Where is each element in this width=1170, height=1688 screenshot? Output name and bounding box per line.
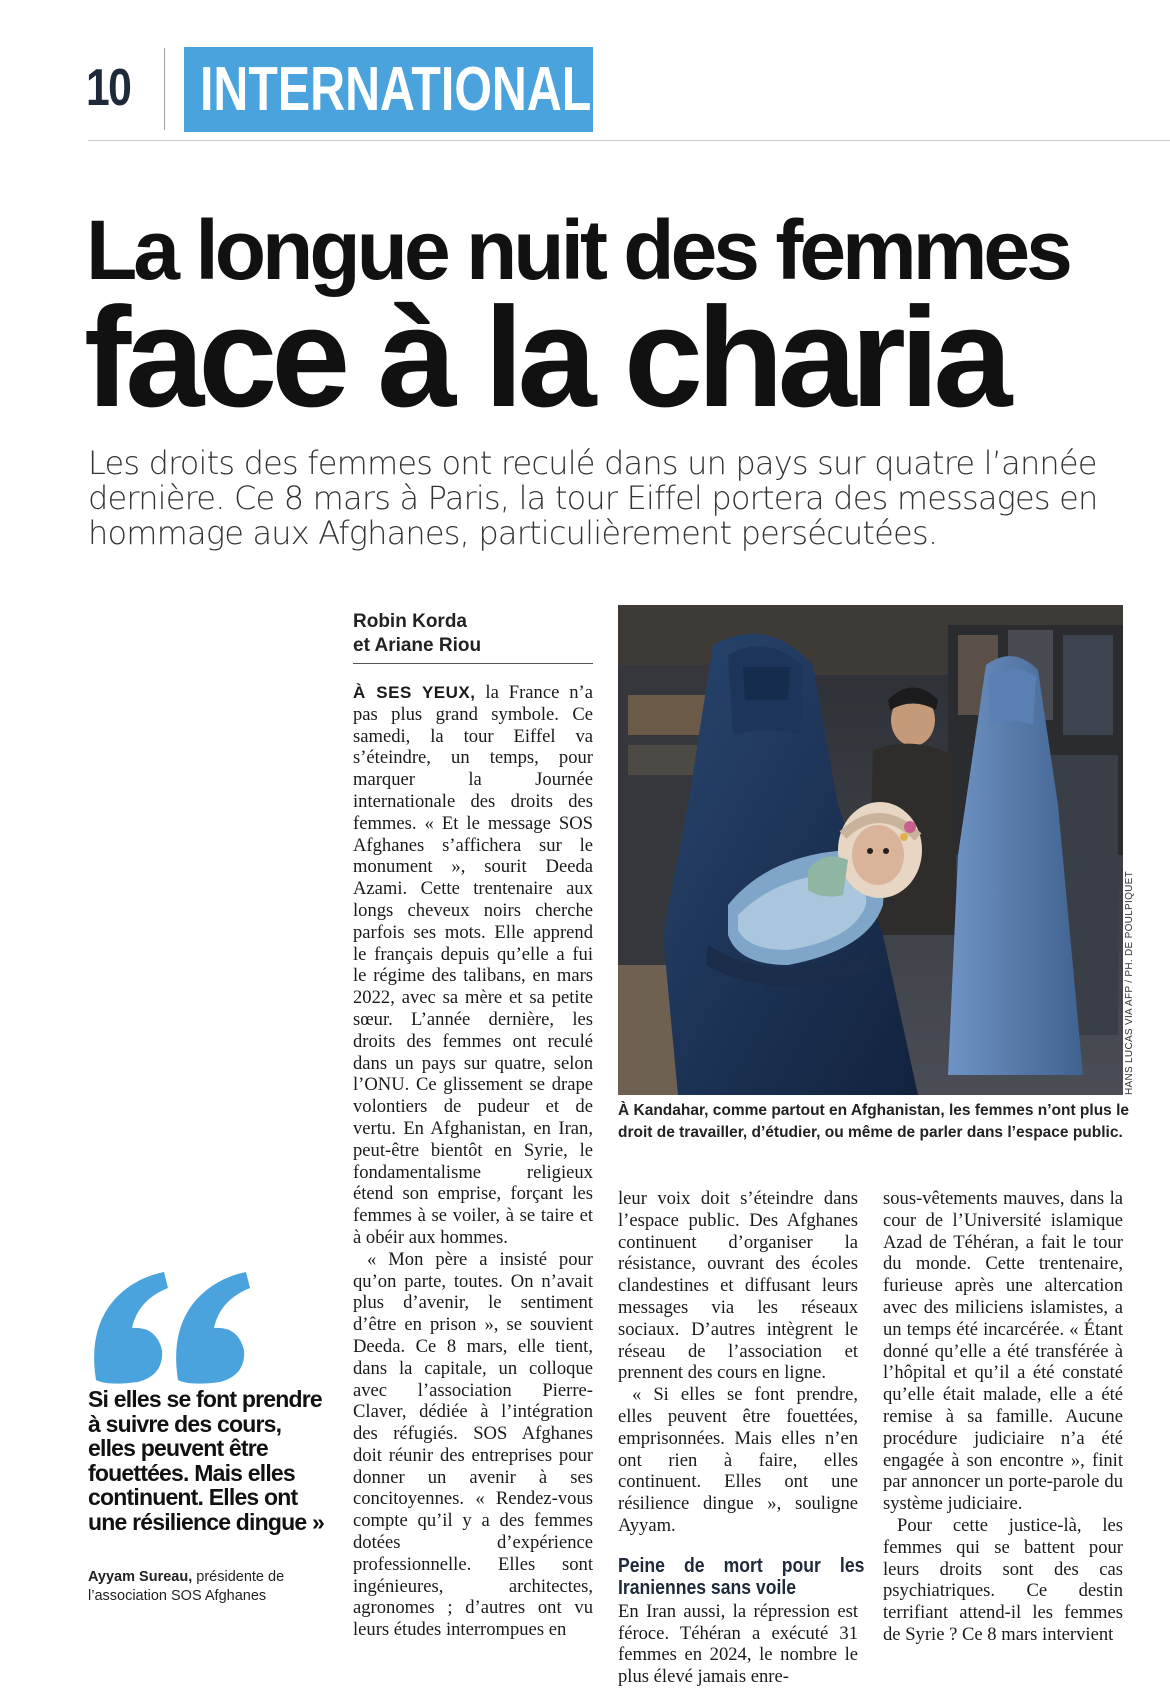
header-separator: [164, 48, 165, 130]
body-paragraph-7: Pour cette justice-là, les femmes qui se battent pour leurs droits sont des cas psychiatriques. Ce destin terrifiant attend-il les femmes de Syrie ? Ce 8 mars intervient: [883, 1514, 1123, 1645]
standfirst: Les droits des femmes ont reculé dans un pays sur quatre l’année dernière. Ce 8 mars à Paris, la tour Eiffel portera des messages en hommage aux Afghanes, particulièrement persécutées.: [88, 444, 1098, 552]
page-number: 10: [86, 59, 131, 117]
byline-author-1: Robin Korda: [353, 611, 467, 632]
article-column-3: [883, 1188, 1123, 1672]
quote-author-role: présidente de l’association SOS Afghanes: [88, 1569, 285, 1604]
byline: [353, 610, 593, 658]
header-rule: [88, 140, 1170, 141]
article-column-2: [618, 1188, 865, 1688]
body-text-1: la France n’a pas plus grand symbole. Ce samedi, la tour Eiffel va s’éteindre, un temps, pour marquer la Journée internationale des droits des femmes. « Et le message SOS Afghanes s’affichera sur le monument », sourit Deeda Azami. Cette trentenaire aux longs cheveux noirs cherche parfois ses mots. Elle apprend le français depuis qu’elle a fui le régime des talibans, en mars 2022, avec sa mère et sa petite sœur. L’année dernière, les droits des femmes ont reculé dans un pays sur quatre, selon l’ONU. Ce glissement se drape volontiers de pudeur et de vertu. En Afghanistan, en Iran, peut-être bientôt en Syrie, le fondamentalisme religieux étend son emprise, forçant les femmes à se voiler, à se taire et à obéir aux hommes.: [353, 682, 593, 1248]
article-photo: [618, 605, 1123, 1095]
body-paragraph-1: [353, 682, 593, 1249]
lead-in: À SES YEUX,: [353, 683, 476, 702]
headline-line-2: face à la charia: [84, 278, 1007, 437]
body-paragraph-6: sous-vêtements mauves, dans la cour de l’Université islamique Azad de Téhéran, a fait le tour du monde. Cette trentenaire, furieuse après une altercation avec des miliciens islamistes, a un temps été incarcérée. « Étant donné qu’elle a été transférée à l’hôpital et qu’il a été constaté qu’elle était malade, elle a été remise à sa famille. Aucune procédure judiciaire n’a été engagée à son encontre », finit par annoncer un porte-parole du système judiciaire.: [883, 1188, 1123, 1515]
section-label: INTERNATIONAL: [200, 55, 592, 124]
article-column-1: [353, 682, 593, 1672]
byline-author-2: et Ariane Riou: [353, 635, 482, 656]
photo-caption: À Kandahar, comme partout en Afghanistan, les femmes n’ont plus le droit de travailler, d’étudier, ou même de parler dans l’espace public.: [618, 1102, 1130, 1141]
body-paragraph-5: En Iran aussi, la répression est féroce. Téhéran a exécuté 31 femmes en 2024, le nombre le plus élevé jamais enre-: [618, 1600, 858, 1688]
body-paragraph-2: « Mon père a insisté pour qu’on parte, toutes. On n’avait plus d’avenir, le sentiment d’être en prison », se souvient Deeda. Ce 8 mars, elle tient, dans la capitale, un colloque avec l’association Pierre-Claver, dédiée à l’intégration des réfugiés. SOS Afghanes doit réunir des entreprises pour donner un avenir à ses concitoyennes. « Rendez-vous compte qu’il y a des femmes dotées d’expérience professionnelle. Elles sont ingénieures, architectes, agronomes ; d’autres ont vu leurs études interrompues en: [353, 1248, 593, 1641]
headline-line-1: La longue nuit des femmes: [86, 203, 1069, 297]
quote-mark-icon: [86, 1270, 256, 1385]
quote-attribution: [88, 1568, 338, 1606]
quote-author: Ayyam Sureau,: [88, 1569, 193, 1585]
photo-credit: HANS LUCAS VIA AFP / PH. DE POULPIQUET: [1124, 870, 1135, 1095]
body-paragraph-4: « Si elles se font prendre, elles peuvent être fouettées, emprisonnées. Mais elles n’en ont rien à faire, elles continuent. Elles ont une résilience dingue », souligne Ayyam.: [618, 1384, 858, 1536]
kandahar-market-photo: [618, 605, 1123, 1095]
subheading: Peine de mort pour les Iraniennes sans voile: [618, 1554, 865, 1599]
body-paragraph-3: leur voix doit s’éteindre dans l’espace public. Des Afghanes continuent d’organiser la résistance, ouvrant des écoles clandestines et diffusant leurs messages via les réseaux sociaux. D’autres intègrent le réseau de l’association et prennent des cours en ligne.: [618, 1188, 858, 1384]
pull-quote: Si elles se font prendre à suivre des cours, elles peuvent être fouettées. Mais elles continuent. Elles ont une résilience dingue »: [88, 1386, 324, 1535]
byline-rule: [353, 663, 593, 664]
